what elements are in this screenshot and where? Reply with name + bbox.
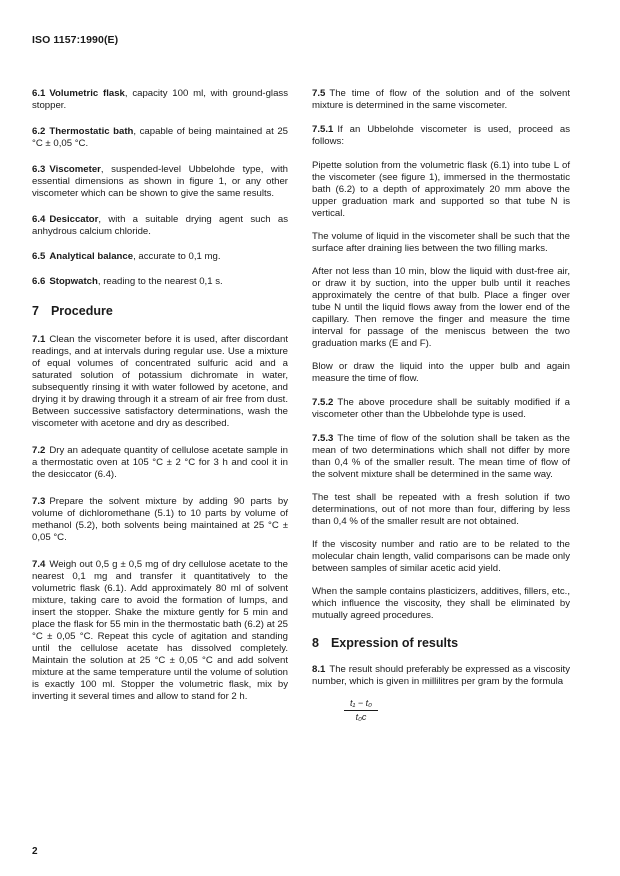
clause-text: Pipette solution from the volumetric flask (6.1) into tube L of the viscometer (see figure 1), immersed in the thermostatic bath (6.2) to a depth of approximately 20 mm above the upper graduation mark and supported so that tube N is vertical. [312, 160, 570, 219]
clause-number: 6.1 [32, 88, 46, 99]
formula-numerator: t₁ − t₀ [350, 698, 372, 708]
section-number: 8 [312, 636, 319, 650]
clause-number: 6.4 [32, 214, 46, 225]
viscosity-formula [344, 698, 378, 723]
clause-text: Prepare the solvent mixture by adding 90 parts by volume of dichloromethane (5.1) to 10 parts by volume of methanol (5.2), both solvents being maintained at 25 °C ± 0,05 °C. [32, 496, 288, 543]
clause-number: 8.1 [312, 664, 326, 675]
clause-paragraph [312, 266, 570, 350]
clause-text: The volume of liquid in the viscometer shall be such that the surface after draining lies between the two filling marks. [312, 231, 570, 254]
section-title: Procedure [50, 304, 113, 318]
clause-number: 7.5.1 [312, 124, 334, 135]
clause-text: After not less than 10 min, blow the liquid with dust-free air, or draw it by suction, into the upper bulb until it reaches approximately the centre of that bulb. Place a finger over tube N until the liquid flows away from the lower end of the capillary. Then remove the finger and measure the time interval for passage of the meniscus between the two graduation marks (E and F). [312, 266, 570, 349]
clause-paragraph [312, 231, 570, 255]
clause-text: The result should preferably be expressed as a viscosity number, which is given in millilitres per gram by the formula [312, 664, 570, 687]
clause-number: 7.5.3 [312, 433, 334, 444]
clause-number: 7.5 [312, 88, 326, 99]
clause-text: If the viscosity number and ratio are to be related to the molecular chain length, valid comparisons can be made only between samples of similar acetic acid yield. [312, 539, 570, 574]
clause-paragraph [312, 664, 570, 688]
clause-text: , reading to the nearest 0,1 s. [97, 276, 223, 287]
clause-paragraph [312, 492, 570, 528]
clause-paragraph [32, 334, 288, 430]
page-number: 2 [32, 846, 38, 857]
clause-text: Weigh out 0,5 g ± 0,5 mg of dry cellulose acetate to the nearest 0,1 mg and transfer it quantitatively to the volumetric flask (6.1). Add approximately 80 ml of solvent mixture, taking care to avoid the formation of lumps, and insert the stopper. Shake the mixture gently for 5 min and place the flask for 55 min in the thermostatic bath (6.2) at 25 °C ± 0,05 °C. Repeat this cycle of agitation and standing until the cellulose acetate has dissolved completely. Maintain the solution at 25 °C ± 0,05 °C and add solvent mixture at the same temperature until the volume of solution is exactly 100 ml. Stopper the volumetric flask, mix by inverting it several times and allow to stand for 2 h. [32, 559, 288, 702]
clause-term: Thermostatic bath [49, 126, 134, 137]
section-number: 7 [32, 304, 39, 318]
clause-text: The time of flow of the solution shall be taken as the mean of two determinations which shall not differ by more than 0,4 % of the smaller result. The mean time of flow of the solvent mixture shall be determined in the same way. [312, 433, 570, 480]
left-column [32, 88, 288, 703]
clause-number: 7.1 [32, 334, 46, 345]
clause-text: , accurate to 0,1 mg. [133, 251, 221, 262]
clause-paragraph [32, 126, 288, 150]
clause-term: Stopwatch [49, 276, 98, 287]
clause-paragraph [312, 539, 570, 575]
clause-paragraph [312, 88, 570, 112]
clause-number: 7.5.2 [312, 397, 334, 408]
clause-paragraph [312, 433, 570, 481]
clause-text: If an Ubbelohde viscometer is used, proceed as follows: [312, 124, 570, 147]
clause-text: , suspended-level Ubbelohde type, with essential dimensions as shown in figure 1, or any other viscometer which can be shown to give the same results. [32, 164, 288, 199]
clause-paragraph [32, 276, 288, 288]
clause-text: The test shall be repeated with a fresh solution if two determinations, out of not more than four, differing by less than 0,4 % of the smaller result are not obtained. [312, 492, 570, 527]
formula-denominator: t₀c [355, 712, 367, 722]
right-column [312, 88, 570, 723]
clause-number: 7.2 [32, 445, 46, 456]
clause-text: , capable of being maintained at 25 °C ± 0,05 °C. [32, 126, 288, 149]
clause-paragraph [32, 445, 288, 481]
clause-paragraph [32, 559, 288, 703]
document-header: ISO 1157:1990(E) [32, 34, 119, 46]
clause-paragraph [312, 361, 570, 385]
clause-term: Volumetric flask [49, 88, 125, 99]
clause-paragraph [312, 124, 570, 148]
clause-term: Desiccator [49, 214, 99, 225]
clause-term: Analytical balance [49, 251, 134, 262]
clause-paragraph [32, 496, 288, 544]
clause-number: 6.3 [32, 164, 46, 175]
clause-text: Blow or draw the liquid into the upper bulb and again measure the time of flow. [312, 361, 570, 384]
clause-paragraph [32, 88, 288, 112]
clause-paragraph [312, 160, 570, 220]
clause-text: The above procedure shall be suitably modified if a viscometer other than the Ubbelohde type is used. [312, 397, 570, 420]
clause-text: Dry an adequate quantity of cellulose acetate sample in a thermostatic oven at 105 °C ± 2 °C for 3 h and cool it in the desiccator (6.4). [32, 445, 288, 480]
clause-number: 6.2 [32, 126, 46, 137]
clause-number: 7.3 [32, 496, 46, 507]
section-heading [312, 636, 570, 651]
clause-term: Viscometer [49, 164, 101, 175]
clause-number: 7.4 [32, 559, 46, 570]
section-title: Expression of results [330, 636, 459, 650]
clause-text: Clean the viscometer before it is used, after discordant readings, and at intervals during regular use. Use a mixture of equal volumes of concentrated sulfuric acid and a saturated solution of potassium dichromate in water, subsequently rinsing it with water followed by acetone, and drying it by drawing through it a stream of air free from dust. Between successive satisfactory determinations, wash the viscometer with acetone and dry as described. [32, 334, 288, 429]
clause-text: , with a suitable drying agent such as anhydrous calcium chloride. [32, 214, 288, 237]
clause-paragraph [312, 586, 570, 622]
section-heading [32, 304, 288, 319]
clause-paragraph [32, 164, 288, 200]
clause-text: , capacity 100 ml, with ground-glass stopper. [32, 88, 288, 111]
fraction-line [344, 710, 378, 711]
clause-paragraph [32, 214, 288, 238]
clause-text: When the sample contains plasticizers, additives, fillers, etc., which influence the viscosity, they shall be eliminated by mutually agreed procedures. [312, 586, 570, 621]
clause-number: 6.6 [32, 276, 46, 287]
clause-paragraph [312, 397, 570, 421]
clause-number: 6.5 [32, 251, 46, 262]
clause-text: The time of flow of the solution and of the solvent mixture is determined in the same viscometer. [312, 88, 570, 111]
clause-paragraph [32, 251, 288, 263]
